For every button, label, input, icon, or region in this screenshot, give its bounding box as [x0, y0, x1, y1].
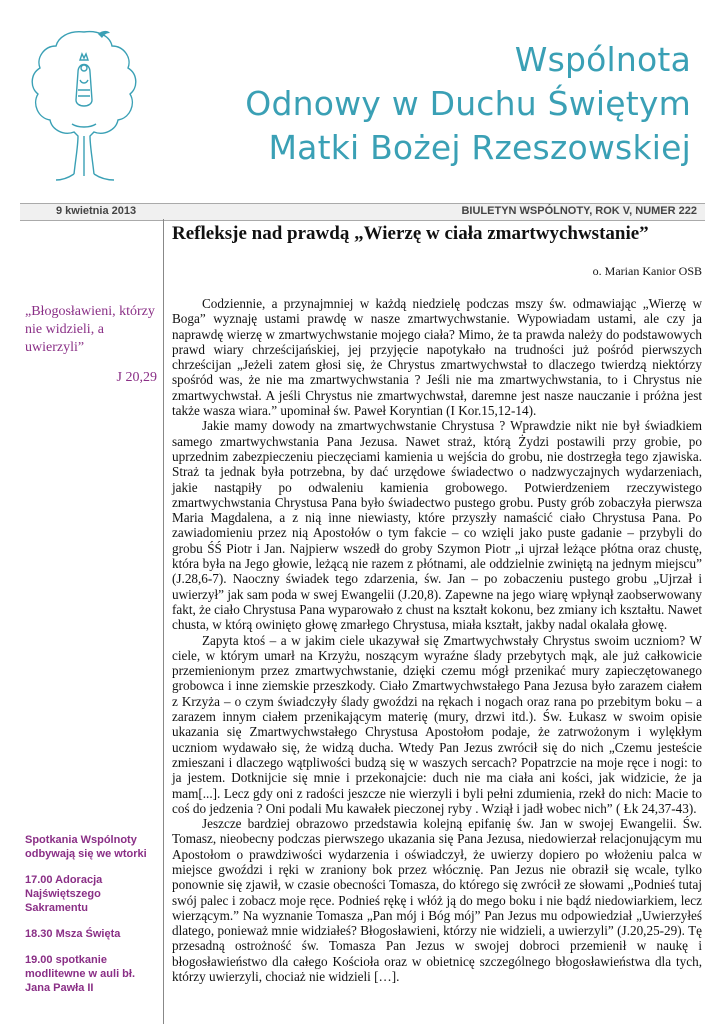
article-paragraph: Jeszcze bardziej obrazowo przedstawia kolejną epifanię św. Jan w swojej Ewangelii. Św. Tomasz, nieobecny podczas pierwszego ukazania się Pana Jezusa, niedowierzał relacjonującym mu Apostołom o prawdziwości wydarzenia i oświadczył, że uwierzy dopiero po włożeniu palca w miejsce gwoździ i ręki w zraniony bok przez włócznię. Pan Jezus nie obraził się wcale, tylko ponownie się zjawił, w czasie obecności Tomasza, do którego się zwrócił ze słowami „Podnieś tutaj swój palec i zobacz moje ręce. Podnieś rękę i włóż ją do mego boku i nie bądź niedowiarkiem, lecz wierzącym.” Na wyznanie Tomasza „Pan mój i Bóg mój” Pan Jezus mu odpowiedział „Uwierzyłeś dlatego, ponieważ mnie widziałeś? Błogosławieni, którzy nie widzieli, a uwierzyli” (J.20,25-29). Tę przesadną ostrożność św. Tomasza Pan Jezus w swojej dobroci przemienił w naukę i błogosławieństwo dla całego Kościoła oraz w obietnicę szczególnego błogosławieństwa dla tych, którzy uwierzyli, chociaż nie widzieli […].: [172, 816, 702, 985]
title-line-3: Matki Bożej Rzeszowskiej: [268, 128, 691, 167]
issue-number: BIULETYN WSPÓLNOTY, ROK V, NUMER 222: [461, 205, 697, 217]
meeting-item: 17.00 Adoracja Najświętszego Sakramentu: [25, 874, 103, 914]
title-line-2: Odnowy w Duchu Świętym: [245, 84, 691, 123]
sidebar-quote: „Błogosławieni, którzy nie widzieli, a uwierzyli”: [25, 304, 155, 355]
meetings-box: [25, 833, 160, 1007]
article-paragraph: Zapyta ktoś – a w jakim ciele ukazywał się Zmartwychwstały Chrystus swoim uczniom? W ciele, w którym umarł na Krzyżu, noszącym wyraźne ślady przebytych mąk, ale już całkowicie przemienionym przez zmartwychwstanie, dzięki czemu mógł przenikać mury zapieczętowanego grobowca i inne ziemskie przeszkody. Ciało Zmartwychwstałego Pana Jezusa było zarazem ciałem z Krzyża – o czym świadczyły ślady gwoździ na rękach i nogach oraz rana po przebitym boku – a zarazem innym ciałem przenikającym materię (mury, drzwi itd.). Św. Łukasz w swoim opisie ukazania się Zmartwychwstałego Chrystusa Apostołom podaje, że zatrwożonym i wylękłym uczniom wydawało się, że widzą ducha. Wtedy Pan Jezus zwrócił się do nich „Czemu jesteście zmieszani i dlaczego wątpliwości budzą się w waszych sercach? Popatrzcie na moje ręce i nogi: to ja jestem. Dotknijcie się mnie i przekonajcie: duch nie ma ciała ani kości, jak widzicie, że ja mam[...]. Lecz gdy oni z radości jeszcze nie wierzyli i byli pełni zdumienia, rzekł do nich: Macie to coś do jedzenia ? Oni podali Mu kawałek pieczonej ryby . Wziął i jadł wobec nich” ( Łk 24,37-43).: [172, 632, 702, 816]
community-logo: [28, 24, 140, 188]
title-line-1: Wspólnota: [514, 40, 691, 79]
newsletter-title: [245, 38, 691, 170]
sidebar: [20, 219, 164, 1024]
tree-madonna-icon: [28, 24, 140, 188]
issue-date: 9 kwietnia 2013: [56, 205, 137, 217]
sidebar-quote-reference: J 20,29: [116, 370, 157, 385]
article-title: Refleksje nad prawdą „Wierzę w ciała zmartwychwstanie”: [172, 223, 649, 244]
article-author: o. Marian Kanior OSB: [592, 264, 702, 278]
meetings-title: Spotkania Wspólnoty odbywają się we wtorki: [25, 834, 147, 860]
meeting-item: 19.00 spotkanie modlitewne w auli bł. Jana Pawła II: [25, 954, 136, 994]
article-paragraph: Jakie mamy dowody na zmartwychwstanie Chrystusa ? Wprawdzie nikt nie był świadkiem samego zmartwychwstania Pana Jezusa. Nawet straż, którą Żydzi postawili przy grobie, po uprzednim zabezpieczeniu pieczęciami kamienia u wejścia do grobu, nie dostrzegła tego zjawiska. Straż ta jednak była potrzebna, by dać urzędowe świadectwo o nadzwyczajnych wydarzeniach, jakie nastąpiły po odwaleniu kamienia grobowego. Potwierdzeniem rzeczywistego zmartwychwstania Chrystusa Pana było świadectwo pustego grobu. Pusty grób zobaczyła pierwsza Maria Magdalena, a z nią inne niewiasty, które przyszły namaścić ciało Chrystusa Pana. Po zawiadomieniu przez nią Apostołów o tym fakcie – co wzięli jako puste gadanie – przybyli do grobu ŚŚ Piotr i Jan. Najpierw wszedł do groby Szymon Piotr „i ujrzał leżące płótna oraz chustę, która była na Jego głowie, leżącą nie razem z płótnami, ale oddzielnie zwiniętą na jednym miejscu” (J.28,6-7). Naoczny świadek tego zdarzenia, św. Jan – po zobaczeniu pustego grobu „Ujrzał i uwierzył” jak sam poda w swej Ewangelii (J.20,8). Zapewne na jego wiarę wpłynął zaobserwowany fakt, że ciało Chrystusa Pana wyparowało z chust na kształt kokonu, bez zmiany ich kształtu. Nawet chusta, w którą owinięto głowę zmarłego Chrystusa, miała kształt, jakby nadal okalała głowę.: [172, 418, 702, 633]
meeting-item: 18.30 Msza Święta: [25, 928, 121, 940]
article-paragraph: Codziennie, a przynajmniej w każdą niedzielę podczas mszy św. odmawiając „Wierzę w Boga” wyznaję ustami prawdę w nasze zmartwychwstanie. Wypowiadam ustami, ale czy ja naprawdę wierzę w zmartwychwstanie mojego ciała? Mimo, że ta prawda należy do podstawowych prawd wiary chrześcijańskiej, jej przyjęcie napotykało na trudności już pośród pierwszych chrześcijan „Jeżeli zatem głosi się, że Chrystus zmartwychwstał to dlaczego twierdzą niektórzy spośród was, że nie ma zmartwychwstania ? Jeśli nie ma zmartwychwstania, to i Chrystus nie zmartwychwstał. A jeśli Chrystus nie zmartwychwstał, daremne jest nasze nauczanie i próżna jest także wasza wiara.” upominał św. Paweł Koryntian (I Kor.15,12-14).: [172, 296, 702, 419]
article: [172, 222, 702, 984]
article-body: [172, 296, 702, 984]
